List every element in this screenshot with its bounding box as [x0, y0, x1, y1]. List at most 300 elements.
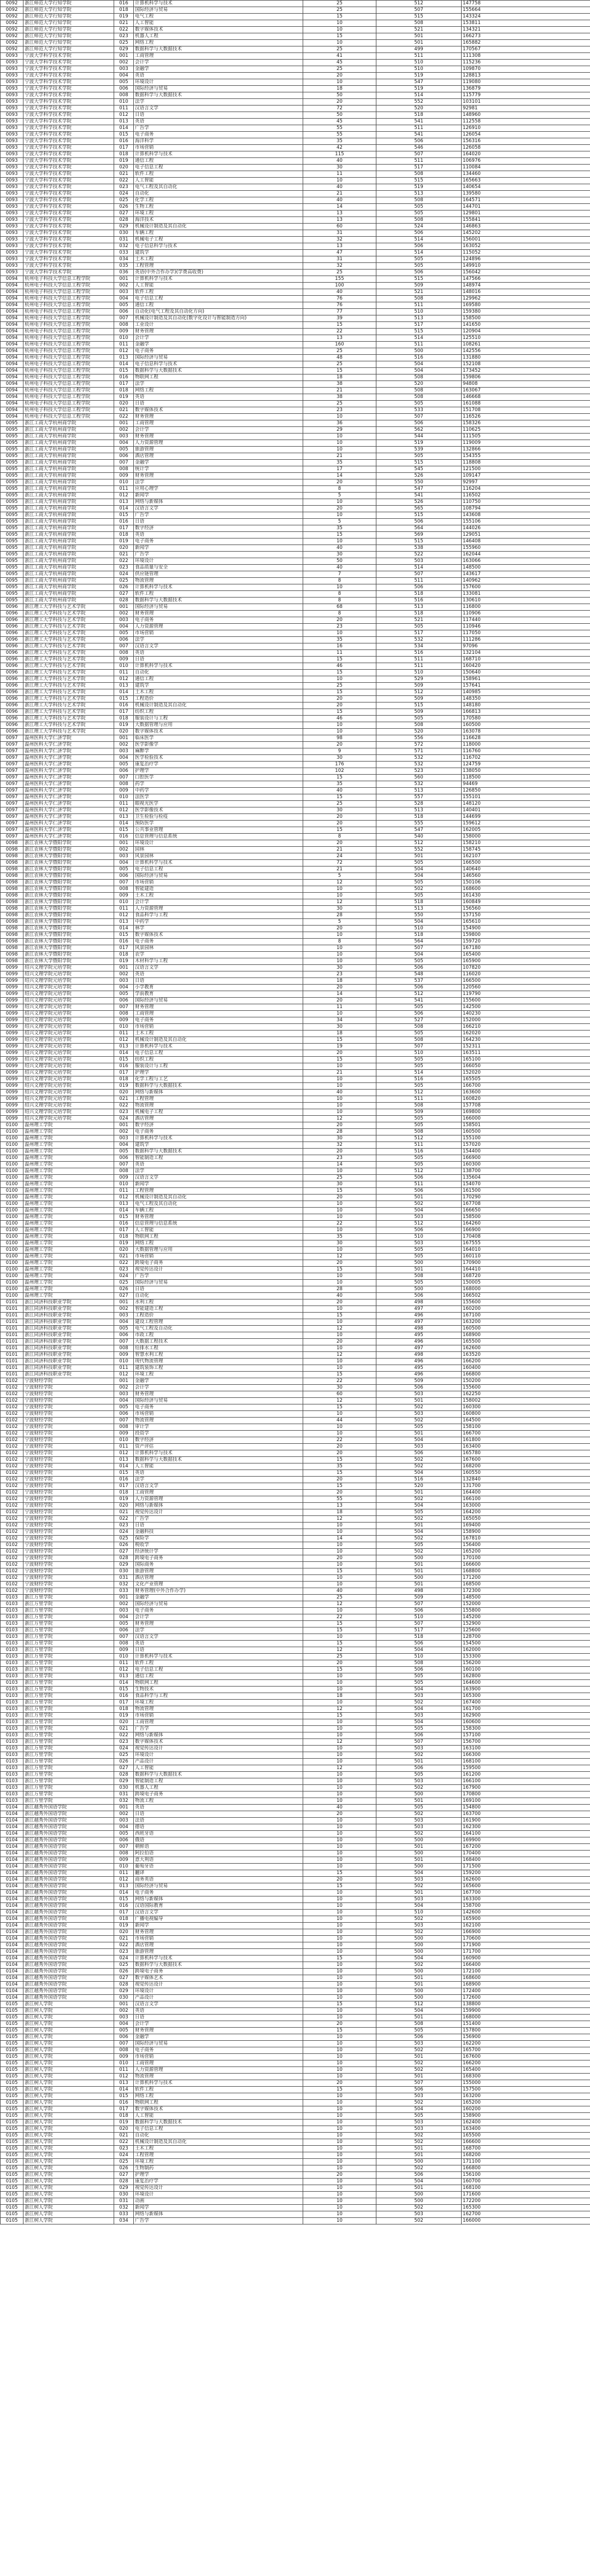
school-name-cell: 浙江工商大学杭州商学院: [23, 552, 114, 558]
table-row: [1, 689, 590, 696]
table-row: [1, 138, 590, 145]
min-rank-cell: 169400: [462, 1523, 590, 1529]
school-name-cell: 绍兴文理学院元培学院: [23, 1116, 114, 1122]
school-code-cell: 0104: [1, 1910, 23, 1916]
table-row: [1, 86, 590, 92]
min-rank-cell: 110906: [462, 611, 590, 617]
major-code-cell: 024: [114, 1116, 134, 1122]
school-name-cell: 宁波大学科学技术学院: [23, 125, 114, 132]
school-code-cell: 0097: [1, 742, 23, 748]
major-name-cell: 数字媒体艺术: [134, 1975, 303, 1982]
min-rank-cell: 158002: [462, 1398, 590, 1404]
table-row: [1, 1811, 590, 1818]
min-rank-cell: 134321: [462, 27, 590, 33]
min-rank-cell: 153300: [462, 1654, 590, 1660]
major-name-cell: 财务管理: [134, 1929, 303, 1936]
school-name-cell: 温州医科大学仁济学院: [23, 762, 114, 768]
school-code-cell: 0098: [1, 840, 23, 847]
min-score-cell: 511: [376, 578, 462, 584]
school-code-cell: 0095: [1, 447, 23, 453]
plan-count-cell: 10: [303, 1700, 376, 1706]
min-score-cell: 506: [376, 1641, 462, 1647]
min-score-cell: 508: [376, 1037, 462, 1044]
min-rank-cell: 160420: [462, 663, 590, 670]
plan-count-cell: 10: [303, 1608, 376, 1614]
plan-count-cell: 15: [303, 1457, 376, 1463]
table-row: [1, 237, 590, 243]
major-name-cell: 汉语言文学: [134, 1175, 303, 1181]
table-row: [1, 781, 590, 788]
table-row: [1, 1286, 590, 1293]
plan-count-cell: 21: [303, 191, 376, 197]
plan-count-cell: 15: [303, 1621, 376, 1627]
min-score-cell: 509: [376, 683, 462, 689]
school-code-cell: 0102: [1, 1562, 23, 1568]
plan-count-cell: 10: [303, 1168, 376, 1175]
school-name-cell: 温州理工学院: [23, 1168, 114, 1175]
plan-count-cell: 30: [303, 1385, 376, 1391]
min-rank-cell: 129801: [462, 210, 590, 217]
school-code-cell: 0105: [1, 2211, 23, 2218]
major-name-cell: 物流管理: [134, 1418, 303, 1424]
min-score-cell: 500: [376, 2192, 462, 2198]
table-row: [1, 794, 590, 801]
school-name-cell: 浙江工商大学杭州商学院: [23, 558, 114, 565]
school-name-cell: 宁波大学科学技术学院: [23, 106, 114, 112]
major-name-cell: 工商管理: [134, 1719, 303, 1726]
major-name-cell: 市政工程: [134, 1332, 303, 1339]
school-code-cell: 0093: [1, 270, 23, 276]
school-code-cell: 0096: [1, 689, 23, 696]
school-name-cell: 浙江农林大学暨阳学院: [23, 899, 114, 906]
min-score-cell: 497: [376, 1319, 462, 1326]
school-name-cell: 浙江万里学院: [23, 1732, 114, 1739]
school-code-cell: 0102: [1, 1385, 23, 1391]
school-name-cell: 温州理工学院: [23, 1267, 114, 1273]
min-score-cell: 513: [376, 315, 462, 322]
plan-count-cell: 10: [303, 512, 376, 519]
table-row: [1, 210, 590, 217]
school-code-cell: 0093: [1, 256, 23, 263]
school-name-cell: 温州理工学院: [23, 1221, 114, 1227]
school-name-cell: 杭州电子科技大学信息工程学院: [23, 348, 114, 355]
major-name-cell: 土木工程: [134, 1031, 303, 1037]
school-code-cell: 0102: [1, 1463, 23, 1470]
school-name-cell: 温州理工学院: [23, 1162, 114, 1168]
min-score-cell: 520: [376, 381, 462, 388]
major-name-cell: 人力资源管理: [134, 440, 303, 447]
min-score-cell: 504: [376, 919, 462, 926]
school-code-cell: 0104: [1, 1962, 23, 1969]
major-code-cell: 014: [114, 1050, 134, 1057]
table-row: [1, 427, 590, 434]
plan-count-cell: 25: [303, 1175, 376, 1181]
major-name-cell: 计算机科学与技术: [134, 1956, 303, 1962]
min-rank-cell: 166300: [462, 1752, 590, 1759]
major-code-cell: 014: [114, 361, 134, 368]
major-code-cell: 011: [114, 2067, 134, 2074]
min-score-cell: 505: [376, 860, 462, 867]
min-score-cell: 550: [376, 479, 462, 486]
major-code-cell: 016: [114, 834, 134, 840]
major-name-cell: 汉语言文学: [134, 106, 303, 112]
table-row: [1, 2041, 590, 2047]
major-code-cell: 008: [114, 650, 134, 657]
major-name-cell: 环境设计: [134, 1752, 303, 1759]
major-name-cell: 广告学: [134, 2218, 303, 2224]
min-rank-cell: 173452: [462, 368, 590, 374]
school-name-cell: 浙江理工大学科技与艺术学院: [23, 709, 114, 716]
table-row: [1, 1234, 590, 1240]
school-name-cell: 浙江工商大学杭州商学院: [23, 486, 114, 493]
school-name-cell: 温州理工学院: [23, 1234, 114, 1240]
major-name-cell: 电子商务: [134, 617, 303, 624]
school-code-cell: 0094: [1, 315, 23, 322]
major-code-cell: 003: [114, 1818, 134, 1824]
plan-count-cell: 15: [303, 14, 376, 20]
min-rank-cell: 159800: [462, 932, 590, 939]
major-code-cell: 006: [114, 2034, 134, 2041]
school-code-cell: 0103: [1, 1627, 23, 1634]
school-name-cell: 浙江工商大学杭州商学院: [23, 420, 114, 427]
school-name-cell: 浙江师范大学行知学院: [23, 1, 114, 7]
school-name-cell: 浙江农林大学暨阳学院: [23, 912, 114, 919]
school-name-cell: 浙江理工大学科技与艺术学院: [23, 657, 114, 663]
major-name-cell: 英语: [134, 394, 303, 401]
plan-count-cell: 68: [303, 604, 376, 611]
school-name-cell: 温州理工学院: [23, 1293, 114, 1299]
min-score-cell: 496: [376, 1359, 462, 1365]
table-row: [1, 893, 590, 899]
school-code-cell: 0097: [1, 735, 23, 742]
major-name-cell: 法学: [134, 1168, 303, 1175]
school-code-cell: 0094: [1, 381, 23, 388]
major-code-cell: 025: [114, 578, 134, 584]
table-row: [1, 670, 590, 676]
table-row: [1, 735, 590, 742]
table-row: [1, 1700, 590, 1706]
plan-count-cell: 10: [303, 1772, 376, 1778]
min-rank-cell: 164500: [462, 1418, 590, 1424]
min-rank-cell: 126910: [462, 125, 590, 132]
min-score-cell: 503: [376, 1693, 462, 1700]
major-code-cell: 016: [114, 1903, 134, 1910]
min-score-cell: 532: [376, 781, 462, 788]
table-row: [1, 1208, 590, 1214]
table-row: [1, 33, 590, 40]
min-rank-cell: 108794: [462, 506, 590, 512]
school-code-cell: 0105: [1, 2008, 23, 2015]
school-name-cell: 宁波大学科学技术学院: [23, 256, 114, 263]
min-rank-cell: 155800: [462, 1608, 590, 1614]
min-score-cell: 508: [376, 217, 462, 224]
major-code-cell: 016: [114, 939, 134, 945]
table-row: [1, 99, 590, 106]
major-name-cell: 汉语言文学: [134, 2001, 303, 2008]
major-code-cell: 006: [114, 1411, 134, 1418]
school-code-cell: 0100: [1, 1135, 23, 1142]
major-name-cell: 物流工程: [134, 1798, 303, 1805]
school-name-cell: 宁波财经学院: [23, 1568, 114, 1575]
min-rank-cell: 164260: [462, 1221, 590, 1227]
min-score-cell: 560: [376, 775, 462, 781]
school-name-cell: 温州理工学院: [23, 1273, 114, 1280]
school-code-cell: 0102: [1, 1568, 23, 1575]
min-rank-cell: 116502: [462, 493, 590, 499]
min-rank-cell: 146863: [462, 224, 590, 230]
min-rank-cell: 165780: [462, 1450, 590, 1457]
school-code-cell: 0105: [1, 2015, 23, 2021]
school-name-cell: 绍兴文理学院元培学院: [23, 985, 114, 991]
table-row: [1, 729, 590, 735]
school-code-cell: 0096: [1, 624, 23, 630]
school-name-cell: 宁波财经学院: [23, 1398, 114, 1404]
plan-count-cell: 10: [303, 1083, 376, 1090]
min-rank-cell: 166900: [462, 1929, 590, 1936]
min-score-cell: 505: [376, 263, 462, 270]
major-code-cell: 005: [114, 630, 134, 637]
plan-count-cell: 28: [303, 912, 376, 919]
school-code-cell: 0098: [1, 945, 23, 952]
table-row: [1, 1529, 590, 1536]
min-score-cell: 508: [376, 722, 462, 729]
school-code-cell: 0103: [1, 1765, 23, 1772]
min-rank-cell: 172100: [462, 1969, 590, 1975]
table-row: [1, 709, 590, 716]
plan-count-cell: 21: [303, 847, 376, 853]
school-name-cell: 浙江万里学院: [23, 1765, 114, 1772]
school-code-cell: 0098: [1, 893, 23, 899]
min-score-cell: 557: [376, 794, 462, 801]
school-name-cell: 浙江工商大学杭州商学院: [23, 506, 114, 512]
major-code-cell: 015: [114, 827, 134, 834]
plan-count-cell: 10: [303, 2113, 376, 2120]
min-rank-cell: 172400: [462, 1988, 590, 1995]
major-name-cell: 园林: [134, 847, 303, 853]
table-row: [1, 1739, 590, 1746]
school-code-cell: 0093: [1, 119, 23, 125]
min-rank-cell: 131700: [462, 1483, 590, 1490]
min-score-cell: 517: [376, 165, 462, 171]
school-code-cell: 0098: [1, 880, 23, 886]
table-row: [1, 473, 590, 479]
plan-count-cell: 10: [303, 1306, 376, 1313]
min-rank-cell: 165663: [462, 178, 590, 184]
school-name-cell: 宁波财经学院: [23, 1582, 114, 1588]
table-row: [1, 1444, 590, 1450]
major-name-cell: 通信工程: [134, 158, 303, 165]
school-name-cell: 绍兴文理学院元培学院: [23, 998, 114, 1004]
major-name-cell: 金融学: [134, 1595, 303, 1601]
min-score-cell: 510: [376, 1614, 462, 1621]
school-code-cell: 0105: [1, 2205, 23, 2211]
plan-count-cell: 28: [303, 1286, 376, 1293]
min-score-cell: 503: [376, 1896, 462, 1903]
major-name-cell: 电子商务: [134, 1608, 303, 1614]
plan-count-cell: 12: [303, 1765, 376, 1772]
major-name-cell: 建筑学: [134, 683, 303, 689]
major-name-cell: 统计学: [134, 466, 303, 473]
school-name-cell: 浙江工商大学杭州商学院: [23, 473, 114, 479]
table-row: [1, 2067, 590, 2074]
school-name-cell: 杭州电子科技大学信息工程学院: [23, 302, 114, 309]
min-rank-cell: 138050: [462, 768, 590, 775]
min-score-cell: 501: [376, 2146, 462, 2152]
min-rank-cell: 118500: [462, 775, 590, 781]
min-rank-cell: 159720: [462, 939, 590, 945]
major-name-cell: 电子商务: [134, 939, 303, 945]
min-rank-cell: 166000: [462, 1116, 590, 1122]
school-name-cell: 浙江工商大学杭州商学院: [23, 538, 114, 545]
major-name-cell: 财务管理: [134, 434, 303, 440]
min-rank-cell: 167700: [462, 1890, 590, 1896]
min-score-cell: 508: [376, 1024, 462, 1031]
major-name-cell: 电子商务: [134, 1890, 303, 1896]
school-code-cell: 0099: [1, 1031, 23, 1037]
school-name-cell: 浙江农林大学暨阳学院: [23, 867, 114, 873]
min-score-cell: 505: [376, 1031, 462, 1037]
school-code-cell: 0100: [1, 1280, 23, 1286]
major-code-cell: 011: [114, 1660, 134, 1667]
plan-count-cell: 10: [303, 1687, 376, 1693]
plan-count-cell: 10: [303, 1280, 376, 1286]
major-name-cell: 工程管理: [134, 2152, 303, 2159]
plan-count-cell: 15: [303, 670, 376, 676]
min-rank-cell: 151708: [462, 407, 590, 414]
plan-count-cell: 30: [303, 552, 376, 558]
major-code-cell: 015: [114, 368, 134, 374]
school-name-cell: 浙江工商大学杭州商学院: [23, 479, 114, 486]
plan-count-cell: 10: [303, 886, 376, 893]
major-name-cell: 酒店管理: [134, 453, 303, 460]
plan-count-cell: 10: [303, 2034, 376, 2041]
table-row: [1, 1063, 590, 1070]
min-rank-cell: 166700: [462, 1431, 590, 1437]
major-name-cell: 麻醉学: [134, 748, 303, 755]
min-score-cell: 507: [376, 7, 462, 14]
plan-count-cell: 20: [303, 742, 376, 748]
major-code-cell: 006: [114, 1837, 134, 1844]
major-code-cell: 004: [114, 2021, 134, 2028]
table-row: [1, 440, 590, 447]
major-code-cell: 013: [114, 683, 134, 689]
school-code-cell: 0097: [1, 748, 23, 755]
table-row: [1, 676, 590, 683]
plan-count-cell: 40: [303, 197, 376, 204]
school-code-cell: 0096: [1, 670, 23, 676]
table-row: [1, 447, 590, 453]
min-score-cell: 500: [376, 1286, 462, 1293]
major-code-cell: 029: [114, 1988, 134, 1995]
school-name-cell: 浙江农林大学暨阳学院: [23, 919, 114, 926]
table-row: [1, 1614, 590, 1621]
table-row: [1, 414, 590, 420]
major-code-cell: 010: [114, 335, 134, 342]
school-code-cell: 0093: [1, 145, 23, 151]
major-code-cell: 015: [114, 1470, 134, 1477]
major-name-cell: 日语: [134, 112, 303, 119]
school-name-cell: 温州理工学院: [23, 1181, 114, 1188]
min-rank-cell: 158210: [462, 840, 590, 847]
plan-count-cell: 12: [303, 1647, 376, 1654]
plan-count-cell: 44: [303, 1418, 376, 1424]
school-name-cell: 浙江越秀外国语学院: [23, 1929, 114, 1936]
plan-count-cell: 22: [303, 329, 376, 335]
major-name-cell: 会计学: [134, 427, 303, 434]
min-score-cell: 510: [376, 66, 462, 73]
school-code-cell: 0093: [1, 204, 23, 210]
min-rank-cell: 170580: [462, 716, 590, 722]
school-name-cell: 宁波大学科学技术学院: [23, 151, 114, 158]
plan-count-cell: 10: [303, 676, 376, 683]
major-name-cell: 商务英语: [134, 1877, 303, 1883]
school-code-cell: 0105: [1, 2028, 23, 2034]
min-rank-cell: 171200: [462, 1575, 590, 1582]
min-rank-cell: 145200: [462, 1614, 590, 1621]
plan-count-cell: 10: [303, 1562, 376, 1568]
major-name-cell: 财务管理: [134, 473, 303, 479]
plan-count-cell: 10: [303, 27, 376, 33]
min-score-cell: 501: [376, 2015, 462, 2021]
school-code-cell: 0102: [1, 1431, 23, 1437]
min-rank-cell: 148500: [462, 565, 590, 571]
table-row: [1, 1365, 590, 1372]
min-rank-cell: 160600: [462, 1719, 590, 1726]
min-score-cell: 503: [376, 1877, 462, 1883]
school-name-cell: 宁波财经学院: [23, 1575, 114, 1582]
min-rank-cell: 121500: [462, 466, 590, 473]
table-row: [1, 991, 590, 998]
table-row: [1, 1772, 590, 1778]
min-score-cell: 516: [376, 650, 462, 657]
min-score-cell: 503: [376, 1824, 462, 1831]
min-score-cell: 501: [376, 853, 462, 860]
school-name-cell: 浙江理工大学科技与艺术学院: [23, 604, 114, 611]
school-name-cell: 绍兴文理学院元培学院: [23, 1024, 114, 1031]
school-code-cell: 0097: [1, 768, 23, 775]
major-code-cell: 001: [114, 53, 134, 60]
major-name-cell: 计算机科学与技术: [134, 1, 303, 7]
plan-count-cell: 35: [303, 781, 376, 788]
min-rank-cell: 124759: [462, 762, 590, 768]
major-name-cell: 投资学: [134, 1431, 303, 1437]
major-name-cell: 环境设计: [134, 2192, 303, 2198]
major-code-cell: 010: [114, 899, 134, 906]
school-name-cell: 浙江同济科技职业学院: [23, 1326, 114, 1332]
major-code-cell: 013: [114, 1201, 134, 1208]
school-name-cell: 绍兴文理学院元培学院: [23, 971, 114, 978]
major-name-cell: 法学: [134, 479, 303, 486]
plan-count-cell: 20: [303, 2172, 376, 2179]
school-code-cell: 0093: [1, 99, 23, 106]
min-score-cell: 506: [376, 2034, 462, 2041]
school-code-cell: 0097: [1, 794, 23, 801]
school-code-cell: 0095: [1, 519, 23, 525]
major-name-cell: 电子商务: [134, 1404, 303, 1411]
major-code-cell: 003: [114, 2015, 134, 2021]
school-code-cell: 0100: [1, 1273, 23, 1280]
school-code-cell: 0093: [1, 178, 23, 184]
major-name-cell: 环境设计: [134, 1988, 303, 1995]
min-score-cell: 508: [376, 374, 462, 381]
min-score-cell: 502: [376, 1516, 462, 1523]
table-row: [1, 2021, 590, 2028]
min-rank-cell: 162200: [462, 2041, 590, 2047]
school-name-cell: 温州理工学院: [23, 1155, 114, 1162]
school-code-cell: 0103: [1, 1634, 23, 1641]
school-code-cell: 0105: [1, 2054, 23, 2060]
major-name-cell: 日语: [134, 978, 303, 985]
